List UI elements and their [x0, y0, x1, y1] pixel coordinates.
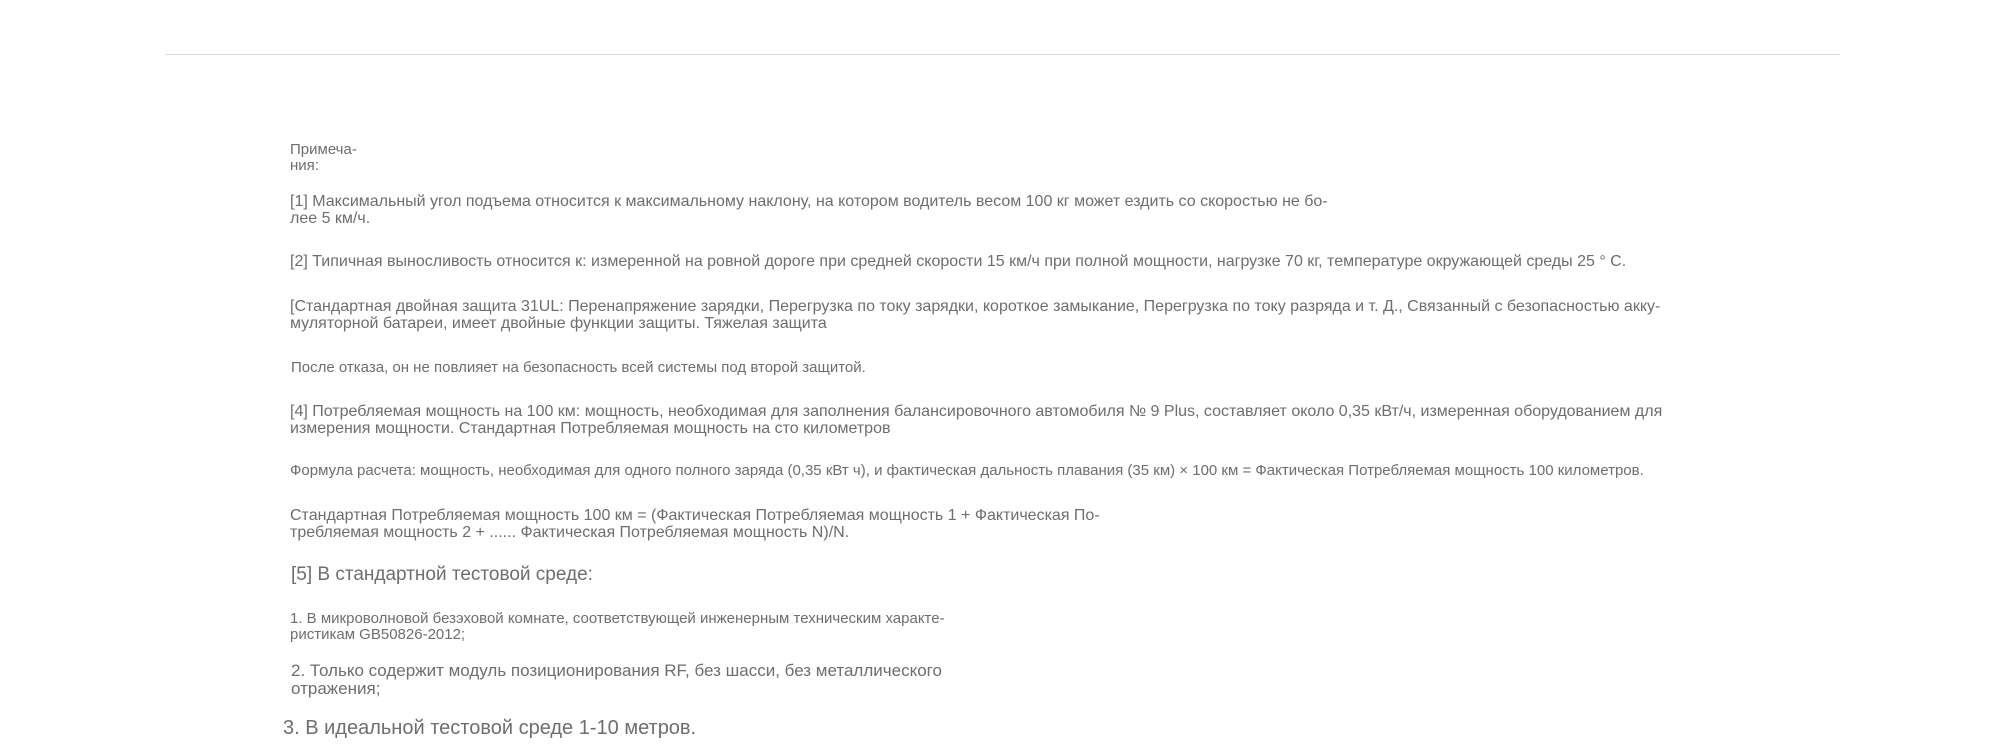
- formula-text: Формула расчета: мощность, необходимая для одного полного заряда (0,35 кВт ч), и фактическая дальность плавания (35 км) × 100 км = Фактическая Потребляемая мощность 100 километров.: [290, 462, 1644, 479]
- note-3: [Стандартная двойная защита 31UL: Перенапряжение зарядки, Перегрузка по току зарядки, короткое замыкание, Перегрузка по току разряда и т. Д., Связанный с безопасностью акку- муляторной батареи, имеет двойные функции защиты. Тяжелая защита: [290, 298, 1661, 332]
- note-5-heading: [5] В стандартной тестовой среде:: [291, 564, 593, 585]
- standard-consumption-text: Стандартная Потребляемая мощность 100 км = (Фактическая Потребляемая мощность 1 + Фактическая По- требляемая мощность 2 + ...... Фактическая Потребляемая мощность N)/N.: [290, 507, 1100, 541]
- note-4: [4] Потребляемая мощность на 100 км: мощность, необходимая для заполнения балансировочного автомобиля № 9 Plus, составляет около 0,35 кВт/ч, измеренная оборудованием для измерения мощности. Стандартная Потребляемая мощность на сто километров: [290, 403, 1663, 437]
- test-condition-3: 3. В идеальной тестовой среде 1-10 метров.: [283, 717, 697, 739]
- note-1: [1] Максимальный угол подъема относится к максимальному наклону, на котором водитель весом 100 кг может ездить со скоростью не бо- лее 5 км/ч.: [290, 193, 1328, 227]
- header-divider: [165, 54, 1840, 55]
- notes-heading: Примеча- ния:: [290, 141, 357, 174]
- test-condition-2: 2. Только содержит модуль позиционирования RF, без шасси, без металлического отражения;: [291, 661, 942, 698]
- note-2: [2] Типичная выносливость относится к: измеренной на ровной дороге при средней скорости 15 км/ч при полной мощности, нагрузке 70 кг, температуре окружающей среды 25 ° C.: [290, 253, 1627, 270]
- test-condition-1: 1. В микроволновой безэховой комнате, соответствующей инженерным техническим характе- ристикам GB50826-2012;: [290, 610, 945, 643]
- note-3-continuation: После отказа, он не повлияет на безопасность всей системы под второй защитой.: [291, 359, 866, 376]
